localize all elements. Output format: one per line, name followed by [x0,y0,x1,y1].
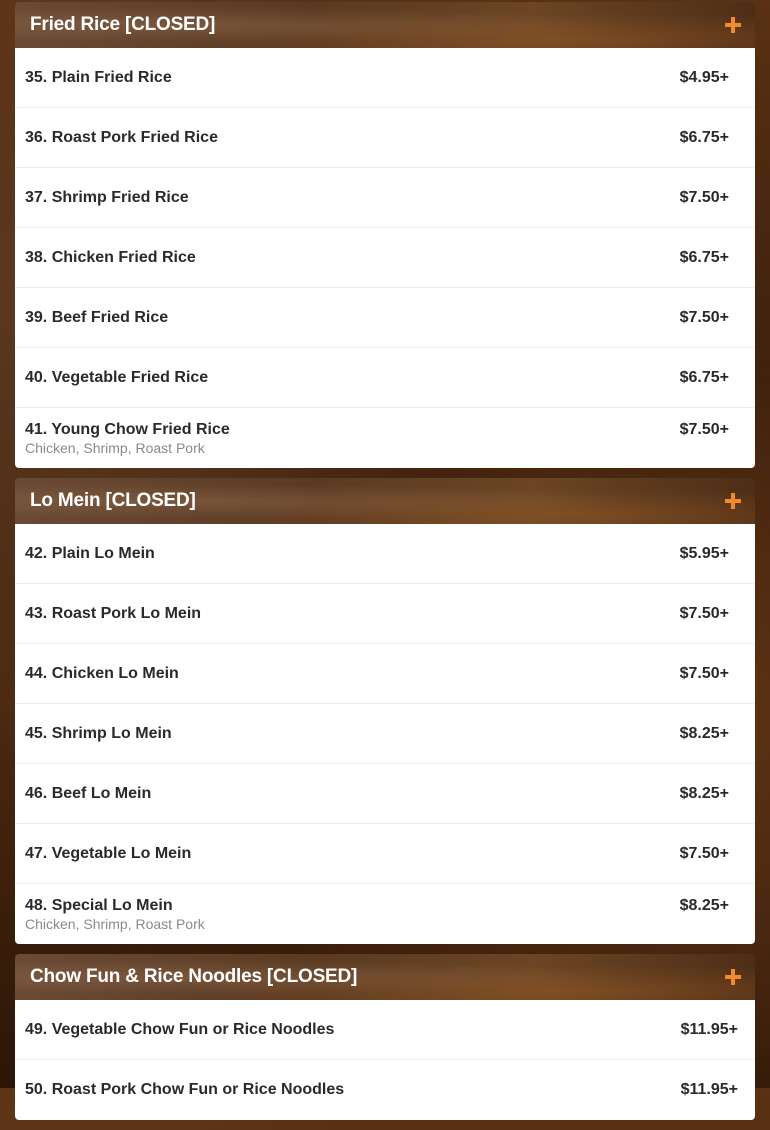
menu-item-price: $11.95+ [680,1020,738,1038]
menu-item-description: Chicken, Shrimp, Roast Pork [25,440,205,456]
menu-item-price: $7.50+ [679,604,729,622]
section-header[interactable] [15,478,755,524]
menu-section [15,954,755,1120]
menu-item-name: 37. Shrimp Fried Rice [25,188,189,206]
menu-item-name: 38. Chicken Fried Rice [25,248,196,266]
menu-item-price: $6.75+ [679,368,729,386]
section-title: Fried Rice [CLOSED] [30,14,216,35]
menu-item-price: $8.25+ [679,784,729,802]
item-list [15,1000,755,1120]
menu-item[interactable] [15,408,755,468]
menu-item[interactable] [15,1060,755,1120]
menu-item-price: $11.95+ [680,1081,738,1098]
menu-section [15,478,755,944]
section-header[interactable] [15,2,755,48]
plus-icon[interactable] [725,17,741,33]
menu-item-name: 45. Shrimp Lo Mein [25,724,172,742]
menu-item-info [25,1081,344,1099]
menu-item-price: $6.75+ [679,248,729,266]
menu-item-name: 48. Special Lo Mein [25,897,173,914]
item-list [15,524,755,944]
menu-item-info [25,421,230,456]
menu-item-info [25,897,205,932]
menu-item-info [25,369,208,387]
menu-item-info [25,1021,334,1039]
menu-item[interactable] [15,824,755,884]
menu-item-price: $7.50+ [679,664,729,682]
menu-item-name: 40. Vegetable Fried Rice [25,368,209,386]
menu-item-price: $7.50+ [679,188,729,206]
menu-item[interactable] [15,348,755,408]
menu-item-info [25,249,196,267]
menu-item-info [25,309,168,327]
menu-item-name: 49. Vegetable Chow Fun or Rice Noodles [25,1020,335,1038]
menu-item-info [25,845,191,863]
menu-item-name: 42. Plain Lo Mein [25,544,155,562]
section-header[interactable] [15,954,755,1000]
menu-item[interactable] [15,228,755,288]
menu-item[interactable] [15,644,755,704]
menu-item-name: 50. Roast Pork Chow Fun or Rice Noodles [25,1081,345,1098]
menu-item-price: $7.50+ [679,844,729,862]
menu-item-price: $7.50+ [679,421,729,438]
menu-item-description: Chicken, Shrimp, Roast Pork [25,916,205,932]
menu-item-name: 41. Young Chow Fried Rice [25,421,230,438]
menu-item-info [25,69,172,87]
menu-item-info [25,725,172,743]
menu-item[interactable] [15,1000,755,1060]
section-title: Lo Mein [CLOSED] [30,490,196,511]
menu-item-price: $8.25+ [679,897,729,914]
menu-item-name: 46. Beef Lo Mein [25,784,152,802]
menu-item[interactable] [15,168,755,228]
menu-item[interactable] [15,108,755,168]
menu-item-price: $4.95+ [679,68,729,86]
menu-item-name: 39. Beef Fried Rice [25,308,169,326]
menu-item[interactable] [15,584,755,644]
menu-item-info [25,785,151,803]
section-title: Chow Fun & Rice Noodles [CLOSED] [30,966,358,987]
menu-item-info [25,665,179,683]
menu-item[interactable] [15,48,755,108]
menu-item-name: 36. Roast Pork Fried Rice [25,128,218,146]
item-list [15,48,755,468]
menu-item-info [25,129,218,147]
menu-item-info [25,189,189,207]
menu-item[interactable] [15,704,755,764]
menu-item-price: $8.25+ [679,724,729,742]
menu-item-price: $5.95+ [679,544,729,562]
plus-icon[interactable] [725,969,741,985]
menu-item[interactable] [15,884,755,944]
menu-item[interactable] [15,764,755,824]
menu-item-name: 43. Roast Pork Lo Mein [25,604,202,622]
menu-item[interactable] [15,524,755,584]
menu-item-price: $6.75+ [679,128,729,146]
menu-item-name: 47. Vegetable Lo Mein [25,844,192,862]
plus-icon[interactable] [725,493,741,509]
menu-item-info [25,545,155,563]
menu-item-price: $7.50+ [679,308,729,326]
menu-item-name: 35. Plain Fried Rice [25,68,172,86]
menu-item[interactable] [15,288,755,348]
menu [15,2,755,1130]
menu-item-info [25,605,201,623]
menu-item-name: 44. Chicken Lo Mein [25,664,179,682]
menu-section [15,2,755,468]
